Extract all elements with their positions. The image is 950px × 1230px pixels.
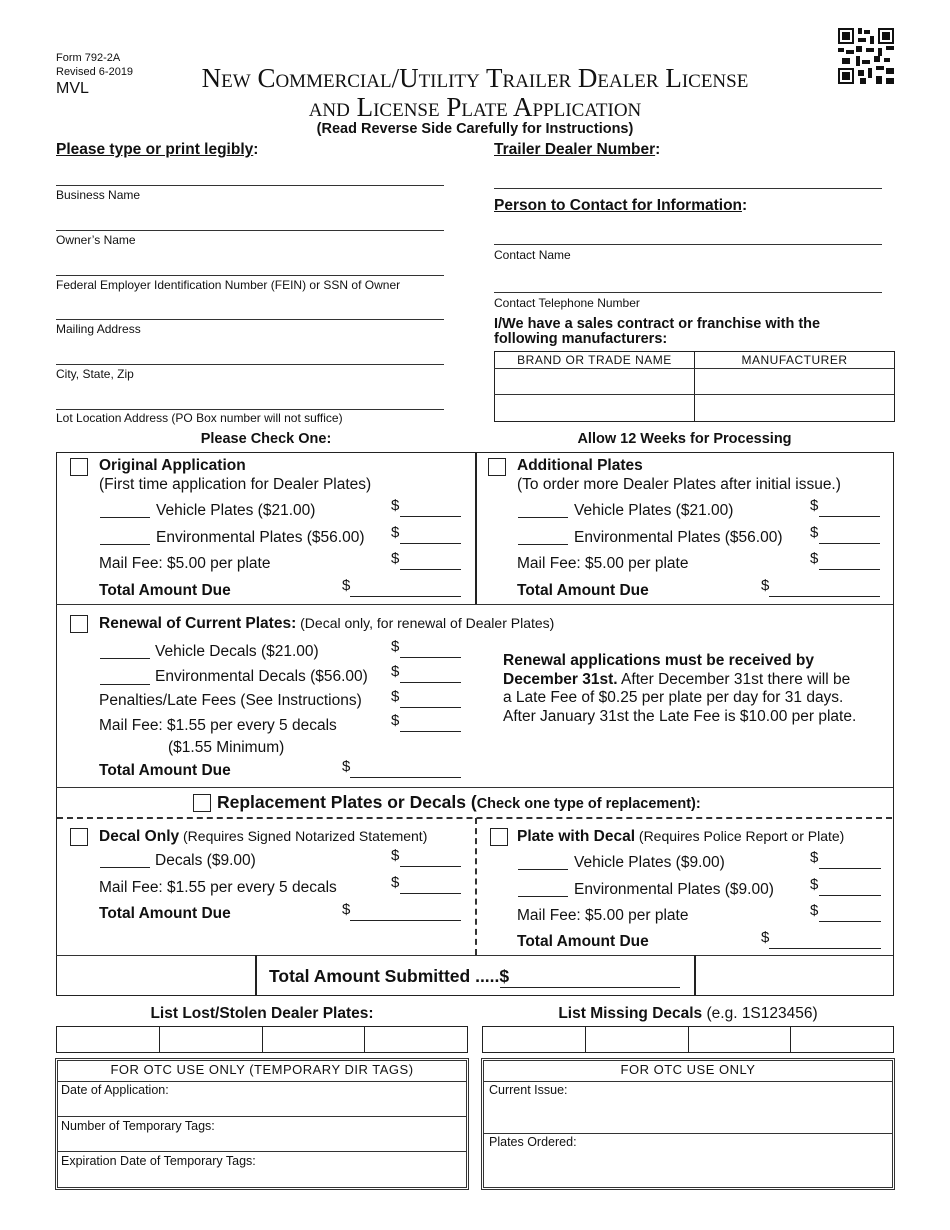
additional-mail-amount[interactable] [819, 569, 880, 570]
original-title: Original Application [99, 457, 246, 474]
renewal-note-line4: After January 31st the Late Fee is $10.00 per plate. [503, 708, 857, 725]
replacement-total-label: Total Amount Due [517, 933, 649, 950]
decal-total-label: Total Amount Due [99, 905, 231, 922]
check-one-heading: Please Check One: [200, 431, 332, 447]
renewal-env-amount[interactable] [400, 682, 461, 683]
decals-label: Decals ($9.00) [155, 852, 256, 869]
missing-decals-row [482, 1026, 894, 1053]
renewal-vehicle-amount[interactable] [400, 657, 461, 658]
lost-plate-cell[interactable] [57, 1027, 160, 1052]
contact-name-label: Contact Name [494, 248, 571, 262]
missing-decal-cell[interactable] [689, 1027, 792, 1052]
date-of-application-label: Date of Application: [61, 1083, 169, 1097]
franchise-line2: following manufacturers: [494, 331, 668, 347]
renewal-note-line2: December 31st. After December 31st there will be [503, 671, 851, 688]
additional-total-label: Total Amount Due [517, 582, 649, 599]
dollar-sign: $ [810, 524, 819, 541]
original-mail-label: Mail Fee: $5.00 per plate [99, 555, 271, 572]
total-submitted-amount[interactable] [500, 987, 680, 988]
dollar-sign: $ [761, 577, 770, 594]
replacement-mail-amount[interactable] [819, 921, 881, 922]
original-vehicle-amount[interactable] [400, 516, 461, 517]
replacement-vehicle-label: Vehicle Plates ($9.00) [574, 854, 725, 871]
business-name-line[interactable] [56, 185, 444, 186]
qr-code-icon [838, 28, 894, 84]
otc-left-line [58, 1116, 466, 1117]
decal-only-title: Decal Only (Requires Signed Notarized Statement) [99, 828, 428, 845]
renewal-mail-amount[interactable] [400, 731, 461, 732]
renewal-min-label: ($1.55 Minimum) [168, 739, 285, 756]
page-title-line1: New Commercial/Utility Trailer Dealer License [201, 63, 749, 93]
manufacturer-cell-1[interactable] [695, 369, 893, 394]
lost-plates-row [56, 1026, 468, 1053]
renewal-note-line3: a Late Fee of $0.25 per plate per day for 31 days. [503, 689, 844, 706]
plate-with-decal-title: Plate with Decal (Requires Police Report or Plate) [517, 828, 845, 845]
additional-vehicle-amount[interactable] [819, 516, 880, 517]
dollar-sign: $ [810, 902, 819, 919]
lost-plates-heading: List Lost/Stolen Dealer Plates: [150, 1005, 374, 1022]
original-vehicle-qty[interactable] [100, 517, 150, 518]
original-vehicle-label: Vehicle Plates ($21.00) [156, 502, 316, 519]
brand-cell-2[interactable] [495, 395, 694, 420]
manufacturer-cell-2[interactable] [695, 395, 893, 420]
current-issue-label: Current Issue: [489, 1083, 568, 1097]
replacement-mail-label: Mail Fee: $5.00 per plate [517, 907, 689, 924]
number-of-temp-tags-label: Number of Temporary Tags: [61, 1119, 215, 1133]
dollar-sign: $ [391, 550, 400, 567]
divider-after-renewal [56, 787, 893, 788]
replacement-total-amount[interactable] [769, 948, 881, 949]
plate-with-decal-checkbox[interactable] [490, 828, 508, 846]
contact-heading: Person to Contact for Information: [494, 197, 748, 214]
decal-mail-label: Mail Fee: $1.55 per every 5 decals [99, 879, 337, 896]
decal-qty[interactable] [100, 867, 150, 868]
otc-right-line [484, 1133, 892, 1134]
original-env-amount[interactable] [400, 543, 461, 544]
decal-total-amount[interactable] [350, 920, 461, 921]
city-state-zip-line[interactable] [56, 364, 444, 365]
lot-location-label: Lot Location Address (PO Box number will not suffice) [56, 411, 343, 425]
dollar-sign: $ [342, 577, 351, 594]
dollar-sign: $ [391, 524, 400, 541]
owner-name-line[interactable] [56, 230, 444, 231]
dashed-divider-vertical [475, 818, 477, 955]
brand-cell-1[interactable] [495, 369, 694, 394]
revised-date: Revised 6-2019 [56, 66, 134, 78]
renewal-total-label: Total Amount Due [99, 762, 231, 779]
additional-vehicle-qty[interactable] [518, 517, 568, 518]
replacement-title: Replacement Plates or Decals (Check one type of replacement): [217, 792, 701, 812]
additional-env-qty[interactable] [518, 544, 568, 545]
please-type-heading: Please type or print legibly: [56, 141, 259, 158]
processing-note: Allow 12 Weeks for Processing [577, 431, 792, 447]
missing-decal-cell[interactable] [586, 1027, 689, 1052]
dollar-sign: $ [391, 497, 400, 514]
business-name-label: Business Name [56, 188, 141, 202]
fein-line[interactable] [56, 275, 444, 276]
decal-only-checkbox[interactable] [70, 828, 88, 846]
dollar-sign: $ [342, 901, 351, 918]
renewal-total-amount[interactable] [350, 777, 461, 778]
original-mail-amount[interactable] [400, 569, 461, 570]
expiration-date-label: Expiration Date of Temporary Tags: [61, 1154, 256, 1168]
contact-name-line[interactable] [494, 244, 882, 245]
renewal-checkbox[interactable] [70, 615, 88, 633]
replacement-vehicle-qty[interactable] [518, 869, 568, 870]
original-application-checkbox[interactable] [70, 458, 88, 476]
dollar-sign: $ [810, 497, 819, 514]
dollar-sign: $ [391, 638, 400, 655]
renewal-note-line1: Renewal applications must be received by [503, 652, 814, 669]
form-number: Form 792-2A [56, 52, 121, 64]
plates-ordered-label: Plates Ordered: [489, 1135, 577, 1149]
renewal-penalties-amount[interactable] [400, 707, 461, 708]
renewal-env-label: Environmental Decals ($56.00) [155, 668, 368, 685]
renewal-mail-label: Mail Fee: $1.55 per every 5 decals [99, 717, 337, 734]
divider-after-original [56, 604, 893, 605]
dollar-sign: $ [391, 663, 400, 680]
dealer-number-heading: Trailer Dealer Number: [494, 141, 661, 158]
renewal-vehicle-qty[interactable] [100, 658, 150, 659]
fein-label: Federal Employer Identification Number (FEIN) or SSN of Owner [56, 278, 401, 292]
additional-title: Additional Plates [517, 457, 643, 474]
dealer-number-line[interactable] [494, 188, 882, 189]
replacement-env-label: Environmental Plates ($9.00) [574, 881, 774, 898]
otc-temp-tags-title: FOR OTC USE ONLY (TEMPORARY DIR TAGS) [110, 1062, 414, 1077]
otc-left-line [58, 1151, 466, 1152]
decal-amount[interactable] [400, 866, 461, 867]
additional-vehicle-label: Vehicle Plates ($21.00) [574, 502, 734, 519]
total-submitted-label: Total Amount Submitted .....$ [269, 966, 510, 986]
col-manufacturer: MANUFACTURER [741, 353, 848, 367]
renewal-penalties-label: Penalties/Late Fees (See Instructions) [99, 692, 362, 709]
vertical-divider-top [475, 452, 477, 604]
city-state-zip-label: City, State, Zip [56, 367, 134, 381]
dollar-sign: $ [810, 550, 819, 567]
dollar-sign: $ [391, 847, 400, 864]
otc-box [481, 1058, 895, 1190]
dollar-sign: $ [810, 876, 819, 893]
decal-mail-amount[interactable] [400, 893, 461, 894]
otc-left-line [58, 1081, 466, 1082]
original-env-label: Environmental Plates ($56.00) [156, 529, 365, 546]
otc-right-line [484, 1081, 892, 1082]
renewal-env-qty[interactable] [100, 684, 150, 685]
dollar-sign: $ [391, 688, 400, 705]
missing-decals-heading: List Missing Decals (e.g. 1S123456) [558, 1005, 818, 1022]
replacement-env-amount[interactable] [819, 895, 881, 896]
dollar-sign: $ [391, 874, 400, 891]
dollar-sign: $ [810, 849, 819, 866]
missing-decal-cell[interactable] [483, 1027, 586, 1052]
page-title-line2: and License Plate Application [308, 92, 642, 122]
lost-plate-cell[interactable] [365, 1027, 467, 1052]
subtitle: (Read Reverse Side Carefully for Instructions) [316, 121, 634, 137]
additional-total-amount[interactable] [769, 596, 880, 597]
dollar-sign: $ [342, 758, 351, 775]
total-cell-divider-right [694, 955, 696, 995]
replacement-env-qty[interactable] [518, 896, 568, 897]
contact-phone-label: Contact Telephone Number [494, 296, 640, 310]
original-sub: (First time application for Dealer Plates) [99, 476, 372, 493]
replacement-checkbox[interactable] [193, 794, 211, 812]
original-total-amount[interactable] [350, 596, 461, 597]
additional-mail-label: Mail Fee: $5.00 per plate [517, 555, 689, 572]
original-env-qty[interactable] [100, 544, 150, 545]
additional-env-amount[interactable] [819, 543, 880, 544]
mailing-address-line[interactable] [56, 319, 444, 320]
dollar-sign: $ [391, 712, 400, 729]
renewal-vehicle-label: Vehicle Decals ($21.00) [155, 643, 319, 660]
renewal-title: Renewal of Current Plates: (Decal only, for renewal of Dealer Plates) [99, 615, 555, 632]
mailing-address-label: Mailing Address [56, 322, 141, 336]
agency-code: MVL [56, 80, 89, 97]
replacement-vehicle-amount[interactable] [819, 868, 881, 869]
lost-plate-cell[interactable] [263, 1027, 366, 1052]
additional-plates-checkbox[interactable] [488, 458, 506, 476]
contact-phone-line[interactable] [494, 292, 882, 293]
owner-name-label: Owner’s Name [56, 233, 136, 247]
col-brand: BRAND OR TRADE NAME [517, 353, 672, 367]
additional-sub: (To order more Dealer Plates after initial issue.) [517, 476, 841, 493]
total-cell-divider-left [255, 955, 257, 995]
lot-location-line[interactable] [56, 409, 444, 410]
franchise-line1: I/We have a sales contract or franchise with the [494, 316, 821, 332]
lost-plate-cell[interactable] [160, 1027, 263, 1052]
divider-before-total [56, 955, 893, 956]
additional-env-label: Environmental Plates ($56.00) [574, 529, 783, 546]
otc-title: FOR OTC USE ONLY [620, 1062, 756, 1077]
original-total-label: Total Amount Due [99, 582, 231, 599]
missing-decal-cell[interactable] [791, 1027, 893, 1052]
dollar-sign: $ [761, 929, 770, 946]
